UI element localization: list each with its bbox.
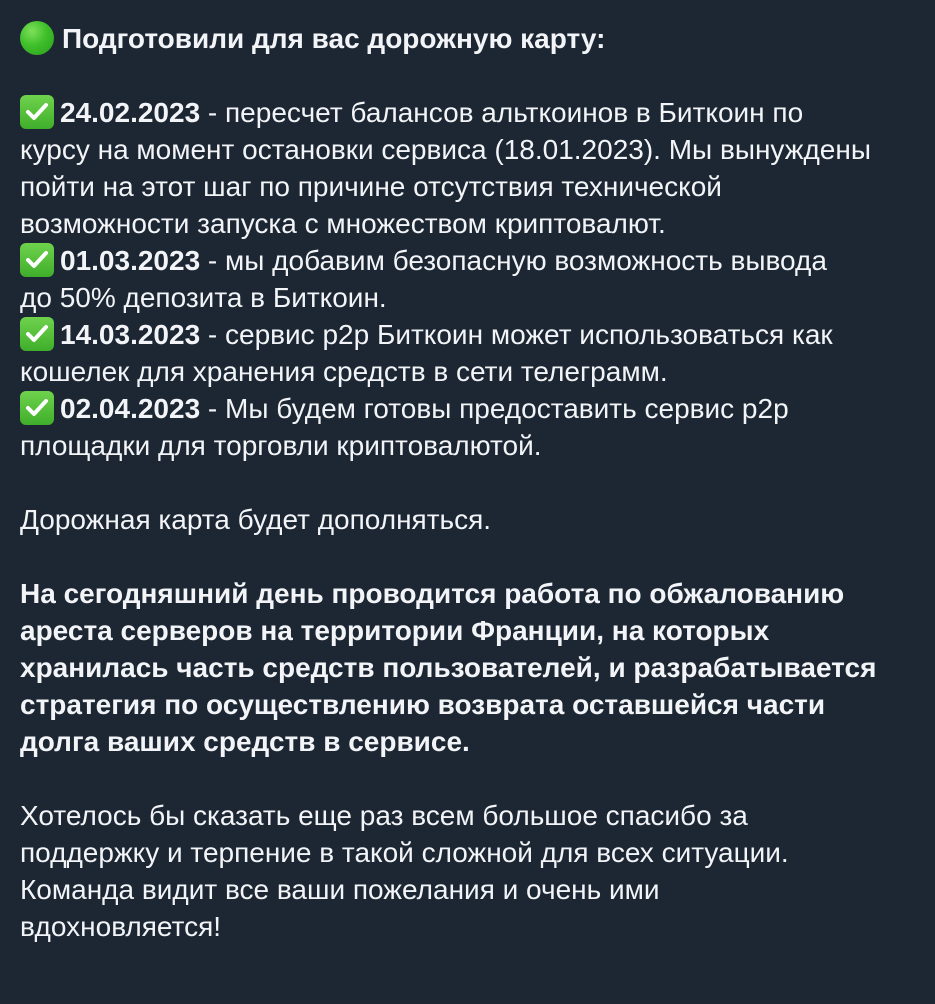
closing-paragraph	[20, 797, 920, 945]
bold-paragraph	[20, 575, 920, 760]
roadmap-text: - сервис p2p Биткоин может использоваться как	[200, 319, 833, 350]
header-line	[20, 20, 920, 57]
roadmap-item	[20, 390, 920, 464]
roadmap-item-first-line	[20, 390, 920, 427]
paragraph-line: поддержку и терпение в такой сложной для всех ситуации.	[20, 837, 789, 868]
spacer	[20, 464, 920, 501]
paragraph-line: Хотелось бы сказать еще раз всем большое спасибо за	[20, 800, 748, 831]
roadmap-date: 02.04.2023	[60, 393, 201, 424]
roadmap-text: - мы добавим безопасную возможность вывода	[200, 245, 827, 276]
roadmap-date: 01.03.2023	[60, 245, 201, 276]
roadmap-text: - пересчет балансов альткоинов в Биткоин по	[200, 97, 804, 128]
roadmap-text: - Мы будем готовы предоставить сервис p2p	[200, 393, 789, 424]
paragraph-line: ареста серверов на территории Франции, на которых	[20, 615, 770, 646]
spacer	[20, 538, 920, 575]
header-title: Подготовили для вас дорожную карту:	[62, 23, 606, 54]
roadmap-note: Дорожная карта будет дополняться.	[20, 504, 492, 535]
paragraph-line: На сегодняшний день проводится работа по обжалованию	[20, 578, 845, 609]
message-body	[20, 20, 920, 945]
roadmap-text: пойти на этот шаг по причине отсутствия технической	[20, 171, 722, 202]
roadmap-text: кошелек для хранения средств в сети телеграмм.	[20, 356, 668, 387]
roadmap-item-first-line	[20, 94, 920, 131]
paragraph-line: стратегия по осуществлению возврата оставшейся части	[20, 689, 826, 720]
green-circle-icon	[20, 21, 54, 55]
roadmap-item	[20, 316, 920, 390]
paragraph-line: долга ваших средств в сервисе.	[20, 726, 470, 757]
roadmap-item-first-line	[20, 316, 920, 353]
roadmap-item-first-line	[20, 242, 920, 279]
paragraph-line: хранилась часть средств пользователей, и разрабатывается	[20, 652, 877, 683]
check-mark-icon	[20, 317, 54, 351]
check-mark-icon	[20, 391, 54, 425]
paragraph-line: вдохновляется!	[20, 911, 222, 942]
spacer	[20, 760, 920, 797]
roadmap-text: возможности запуска с множеством криптовалют.	[20, 208, 666, 239]
check-mark-icon	[20, 243, 54, 277]
check-mark-icon	[20, 95, 54, 129]
roadmap-date: 24.02.2023	[60, 97, 201, 128]
paragraph-line: Команда видит все ваши пожелания и очень ими	[20, 874, 660, 905]
roadmap-item	[20, 94, 920, 242]
roadmap-text: площадки для торговли криптовалютой.	[20, 430, 542, 461]
roadmap-item	[20, 242, 920, 316]
roadmap-date: 14.03.2023	[60, 319, 201, 350]
roadmap-text: курсу на момент остановки сервиса (18.01.2023). Мы вынуждены	[20, 134, 871, 165]
spacer	[20, 57, 920, 94]
roadmap-text: до 50% депозита в Биткоин.	[20, 282, 387, 313]
